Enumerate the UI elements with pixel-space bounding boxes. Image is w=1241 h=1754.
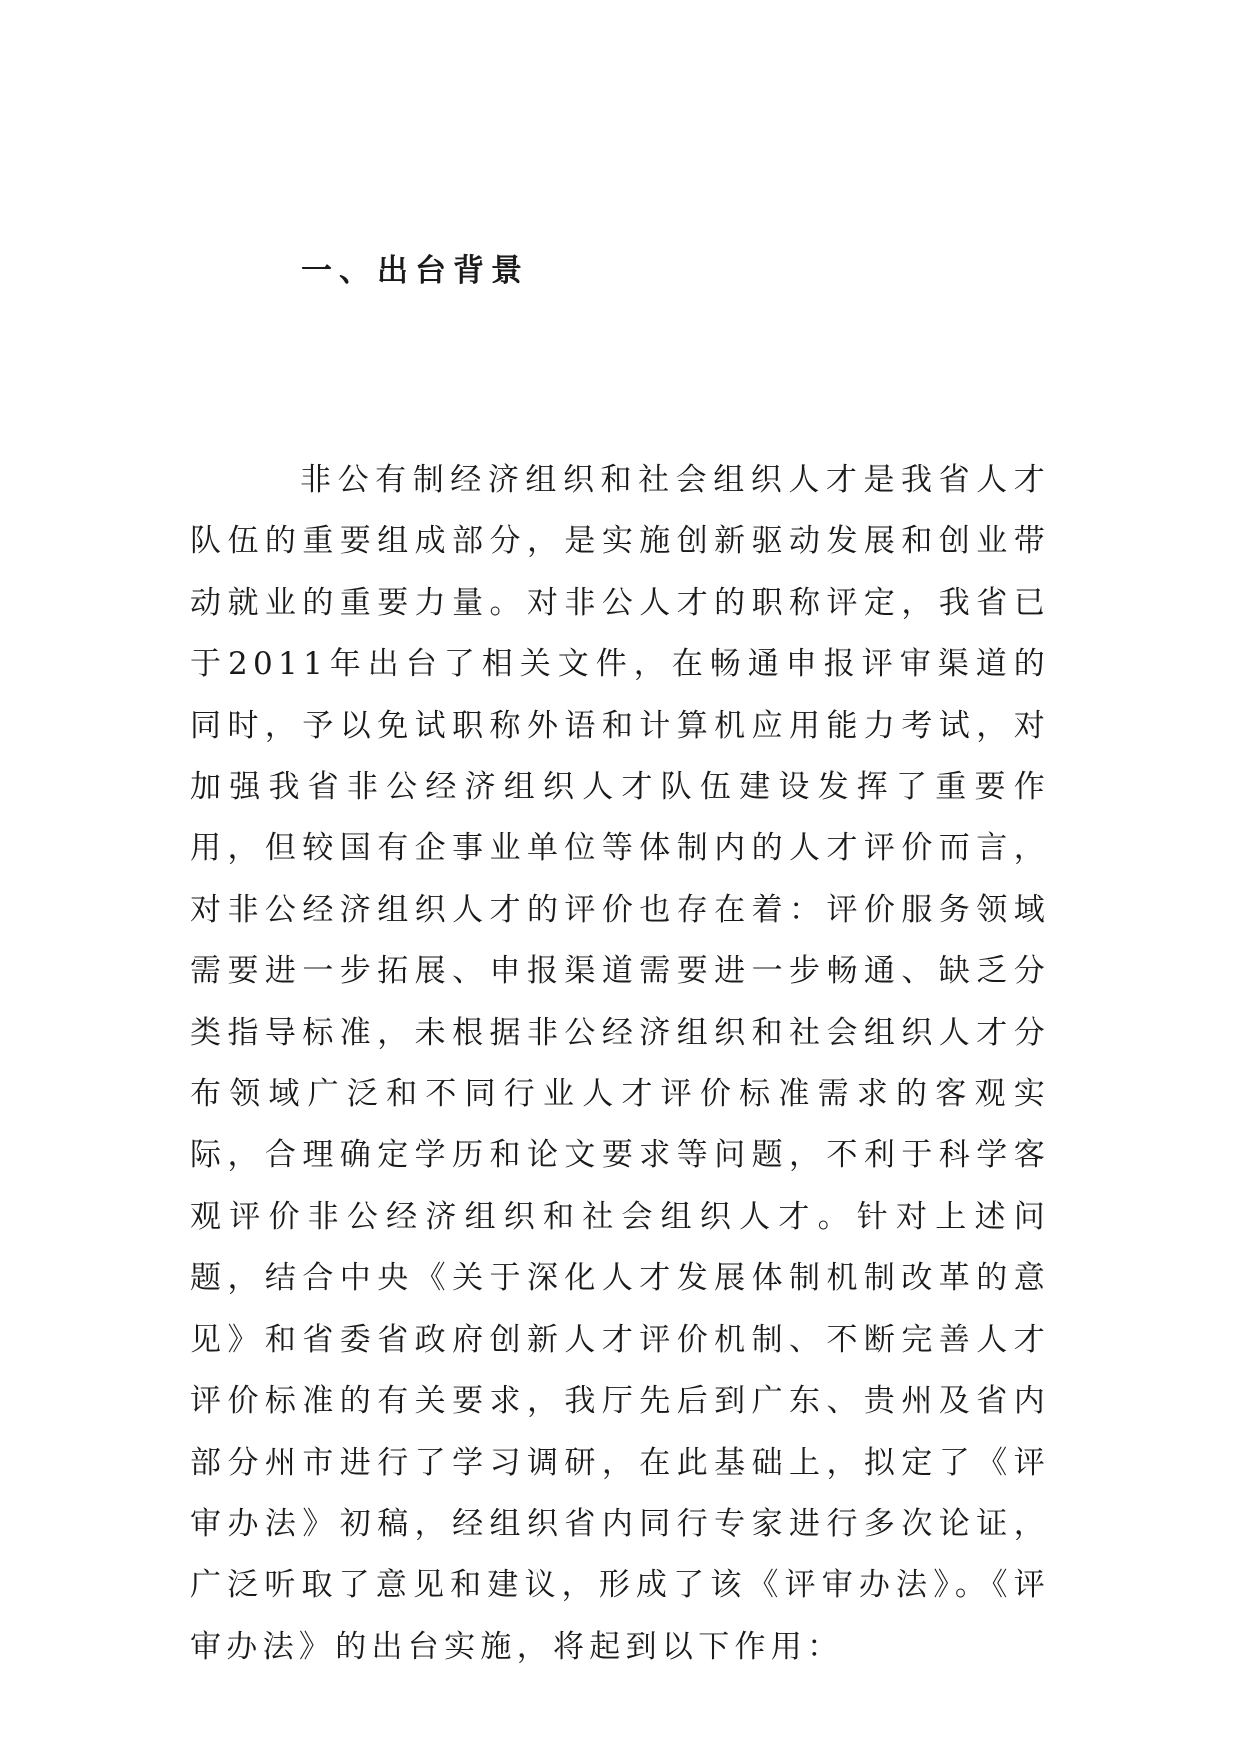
body-paragraph: 非公有制经济组织和社会组织人才是我省人才队伍的重要组成部分，是实施创新驱动发展和创业带动就业的重要力量。对非公人才的职称评定，我省已于2011年出台了相关文件，在畅通申报评审渠道的同时，予以免试职称外语和计算机应用能力考试，对加强我省非公经济组织人才队伍建设发挥了重要作用，但较国有企事业单位等体制内的人才评价而言，对非公经济组织人才的评价也存在着：评价服务领域需要进一步拓展、申报渠道需要进一步畅通、缺乏分类指导标准，未根据非公经济组织和社会组织人才分布领域广泛和不同行业人才评价标准需求的客观实际，合理确定学历和论文要求等问题，不利于科学客观评价非公经济组织和社会组织人才。针对上述问题，结合中央《关于深化人才发展体制机制改革的意见》和省委省政府创新人才评价机制、不断完善人才评价标准的有关要求，我厅先后到广东、贵州及省内部分州市进行了学习调研，在此基础上，拟定了《评审办法》初稿，经组织省内同行专家进行多次论证，广泛听取了意见和建议，形成了该《评审办法》。《评审办法》的出台实施，将起到以下作用： bbox=[190, 462, 1050, 1665]
section-heading: 一、出台背景 bbox=[301, 253, 529, 289]
